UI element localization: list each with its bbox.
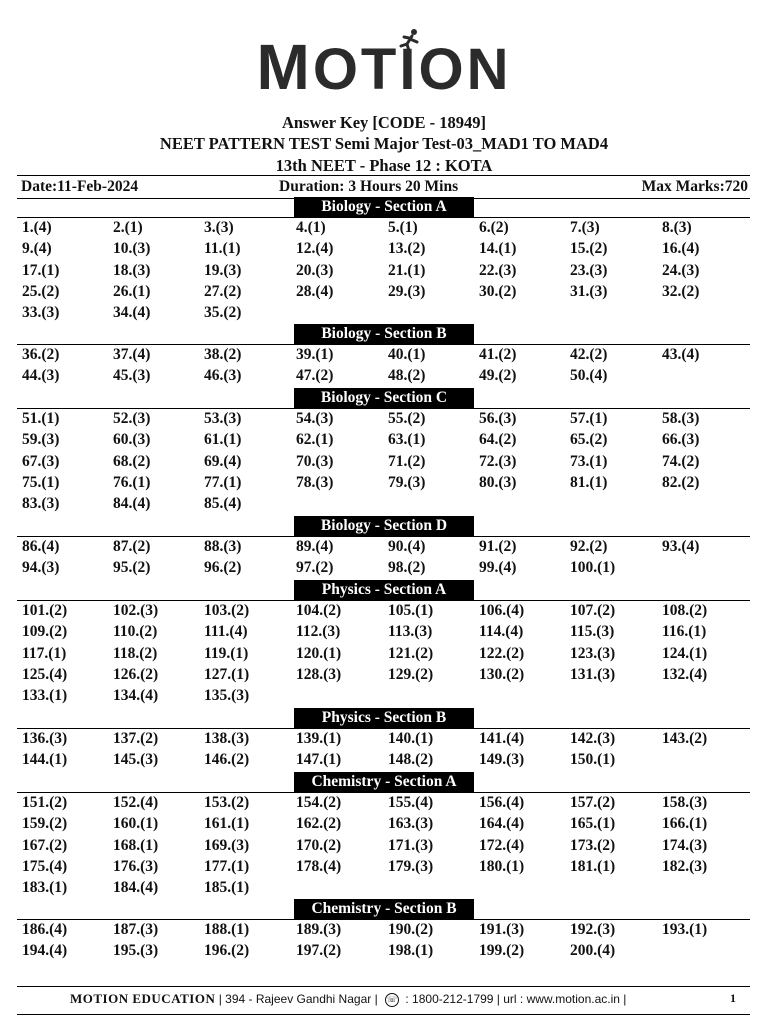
answer-item: 178.(4) <box>296 857 342 875</box>
answer-item: 76.(1) <box>113 473 151 491</box>
answer-item: 73.(1) <box>570 452 608 470</box>
answer-item: 138.(3) <box>204 730 250 747</box>
answer-item: 104.(2) <box>296 602 342 619</box>
answer-item: 79.(3) <box>388 473 426 491</box>
answer-item: 70.(3) <box>296 452 334 470</box>
answer-item: 33.(3) <box>22 304 60 322</box>
answer-item: 143.(2) <box>662 730 708 747</box>
answer-item: 129.(2) <box>388 665 434 683</box>
answer-item: 97.(2) <box>296 559 334 577</box>
section-title: Biology - Section A <box>294 197 474 217</box>
answer-item: 65.(2) <box>570 431 608 449</box>
answer-item: 161.(1) <box>204 815 250 833</box>
answer-item: 105.(1) <box>388 602 434 619</box>
answer-item: 37.(4) <box>113 346 151 363</box>
answer-item: 67.(3) <box>22 452 60 470</box>
answer-item: 159.(2) <box>22 815 68 833</box>
answer-item: 46.(3) <box>204 367 242 385</box>
answer-item: 185.(1) <box>204 879 250 897</box>
answer-item: 81.(1) <box>570 473 608 491</box>
answer-item: 160.(1) <box>113 815 159 833</box>
answer-item: 170.(2) <box>296 836 342 854</box>
answer-item: 106.(4) <box>479 602 525 619</box>
answer-item: 191.(3) <box>479 921 525 938</box>
section-title: Biology - Section D <box>294 516 474 536</box>
answer-item: 71.(2) <box>388 452 426 470</box>
answer-item: 152.(4) <box>113 794 159 811</box>
answer-item: 87.(2) <box>113 538 151 555</box>
answer-item: 15.(2) <box>570 240 608 258</box>
answer-item: 51.(1) <box>22 410 60 427</box>
answer-item: 95.(2) <box>113 559 151 577</box>
answer-item: 114.(4) <box>479 623 524 641</box>
answer-item: 27.(2) <box>204 282 242 300</box>
answer-item: 28.(4) <box>296 282 334 300</box>
answer-item: 22.(3) <box>479 261 517 279</box>
answer-item: 41.(2) <box>479 346 517 363</box>
motion-logo <box>0 31 768 103</box>
answer-item: 59.(3) <box>22 431 60 449</box>
answer-item: 113.(3) <box>388 623 433 641</box>
answer-item: 50.(4) <box>570 367 608 385</box>
answer-item: 157.(2) <box>570 794 616 811</box>
answer-item: 182.(3) <box>662 857 708 875</box>
answer-item: 197.(2) <box>296 942 342 960</box>
batch-name: 13th NEET - Phase 12 : KOTA <box>275 156 493 175</box>
answer-item: 103.(2) <box>204 602 250 619</box>
answer-item: 181.(1) <box>570 857 616 875</box>
test-duration: Duration: 3 Hours 20 Mins <box>279 178 459 195</box>
answer-item: 146.(2) <box>204 751 250 769</box>
answer-item: 91.(2) <box>479 538 517 555</box>
answer-item: 94.(3) <box>22 559 60 577</box>
answer-item: 96.(2) <box>204 559 242 577</box>
answer-item: 23.(3) <box>570 261 608 279</box>
answer-item: 80.(3) <box>479 473 517 491</box>
answer-item: 150.(1) <box>570 751 616 769</box>
answer-item: 199.(2) <box>479 942 525 960</box>
answer-item: 131.(3) <box>570 665 616 683</box>
answer-item: 147.(1) <box>296 751 342 769</box>
answer-item: 38.(2) <box>204 346 242 363</box>
answer-item: 66.(3) <box>662 431 700 449</box>
answer-item: 17.(1) <box>22 261 60 279</box>
answer-item: 60.(3) <box>113 431 151 449</box>
answer-item: 156.(4) <box>479 794 525 811</box>
answer-item: 132.(4) <box>662 665 708 683</box>
max-marks: Max Marks:720 <box>641 178 748 195</box>
test-date: Date:11-Feb-2024 <box>21 178 139 195</box>
answer-item: 183.(1) <box>22 879 68 897</box>
answer-item: 20.(3) <box>296 261 334 279</box>
answer-item: 136.(3) <box>22 730 68 747</box>
footer <box>70 990 626 1008</box>
answer-item: 144.(1) <box>22 751 68 769</box>
answer-item: 169.(3) <box>204 836 250 854</box>
answer-item: 163.(3) <box>388 815 434 833</box>
answer-item: 184.(4) <box>113 879 159 897</box>
test-name: NEET PATTERN TEST Semi Major Test-03_MAD1 TO MAD4 <box>159 134 609 153</box>
answer-item: 77.(1) <box>204 473 242 491</box>
answer-item: 109.(2) <box>22 623 68 641</box>
answer-item: 25.(2) <box>22 282 60 300</box>
answer-item: 165.(1) <box>570 815 616 833</box>
answer-item: 121.(2) <box>388 644 434 662</box>
answer-item: 111.(4) <box>204 623 248 641</box>
answer-item: 13.(2) <box>388 240 426 258</box>
answer-item: 93.(4) <box>662 538 700 555</box>
answer-item: 127.(1) <box>204 665 250 683</box>
section-title: Biology - Section B <box>294 324 474 344</box>
answer-item: 16.(4) <box>662 240 700 258</box>
phone-icon: ☏ <box>385 993 399 1007</box>
answer-item: 53.(3) <box>204 410 242 427</box>
answer-item: 7.(3) <box>570 219 600 236</box>
answer-item: 124.(1) <box>662 644 708 662</box>
answer-item: 98.(2) <box>388 559 426 577</box>
runner-icon <box>395 28 421 58</box>
answer-item: 130.(2) <box>479 665 525 683</box>
answer-item: 123.(3) <box>570 644 616 662</box>
answer-key-title: Answer Key [CODE - 18949] <box>281 113 487 132</box>
answer-item: 55.(2) <box>388 410 426 427</box>
answer-item: 36.(2) <box>22 346 60 363</box>
answer-item: 3.(3) <box>204 219 234 236</box>
answer-item: 164.(4) <box>479 815 525 833</box>
answer-item: 30.(2) <box>479 282 517 300</box>
answer-item: 126.(2) <box>113 665 159 683</box>
answer-item: 180.(1) <box>479 857 525 875</box>
answer-item: 128.(3) <box>296 665 342 683</box>
answer-item: 69.(4) <box>204 452 242 470</box>
answer-item: 153.(2) <box>204 794 250 811</box>
answer-item: 74.(2) <box>662 452 700 470</box>
answer-item: 118.(2) <box>113 644 158 662</box>
info-bar <box>17 175 750 199</box>
answer-item: 47.(2) <box>296 367 334 385</box>
answer-item: 1.(4) <box>22 219 52 236</box>
answer-item: 57.(1) <box>570 410 608 427</box>
answer-item: 92.(2) <box>570 538 608 555</box>
answer-item: 158.(3) <box>662 794 708 811</box>
answer-item: 83.(3) <box>22 495 60 513</box>
answer-item: 102.(3) <box>113 602 159 619</box>
answer-item: 10.(3) <box>113 240 151 258</box>
answer-item: 167.(2) <box>22 836 68 854</box>
answer-item: 39.(1) <box>296 346 334 363</box>
answer-item: 68.(2) <box>113 452 151 470</box>
answer-item: 26.(1) <box>113 282 151 300</box>
answer-item: 2.(1) <box>113 219 143 236</box>
answer-item: 117.(1) <box>22 644 67 662</box>
answer-item: 116.(1) <box>662 623 707 641</box>
answer-item: 188.(1) <box>204 921 250 938</box>
answer-item: 137.(2) <box>113 730 159 747</box>
answer-item: 154.(2) <box>296 794 342 811</box>
answer-item: 100.(1) <box>570 559 616 577</box>
answer-item: 120.(1) <box>296 644 342 662</box>
answer-item: 107.(2) <box>570 602 616 619</box>
answer-item: 85.(4) <box>204 495 242 513</box>
answer-item: 194.(4) <box>22 942 68 960</box>
answer-item: 115.(3) <box>570 623 615 641</box>
answer-item: 43.(4) <box>662 346 700 363</box>
answer-item: 200.(4) <box>570 942 616 960</box>
answer-item: 18.(3) <box>113 261 151 279</box>
answer-item: 134.(4) <box>113 687 159 705</box>
answer-item: 31.(3) <box>570 282 608 300</box>
answer-item: 9.(4) <box>22 240 52 258</box>
answer-item: 145.(3) <box>113 751 159 769</box>
answer-item: 58.(3) <box>662 410 700 427</box>
answer-item: 162.(2) <box>296 815 342 833</box>
answer-item: 12.(4) <box>296 240 334 258</box>
logo-text: MOTION <box>257 36 512 101</box>
answer-item: 44.(3) <box>22 367 60 385</box>
answer-item: 187.(3) <box>113 921 159 938</box>
answer-item: 52.(3) <box>113 410 151 427</box>
section-title: Physics - Section A <box>294 580 474 600</box>
section-title: Chemistry - Section B <box>294 899 474 919</box>
answer-item: 171.(3) <box>388 836 434 854</box>
answer-item: 155.(4) <box>388 794 434 811</box>
section-title: Physics - Section B <box>294 708 474 728</box>
answer-item: 75.(1) <box>22 473 60 491</box>
answer-item: 21.(1) <box>388 261 426 279</box>
answer-item: 176.(3) <box>113 857 159 875</box>
answer-item: 149.(3) <box>479 751 525 769</box>
answer-item: 101.(2) <box>22 602 68 619</box>
answer-item: 86.(4) <box>22 538 60 555</box>
answer-item: 196.(2) <box>204 942 250 960</box>
section-title: Biology - Section C <box>294 388 474 408</box>
answer-item: 48.(2) <box>388 367 426 385</box>
answer-item: 112.(3) <box>296 623 341 641</box>
answer-item: 6.(2) <box>479 219 509 236</box>
answer-item: 125.(4) <box>22 665 68 683</box>
answer-item: 88.(3) <box>204 538 242 555</box>
answer-item: 62.(1) <box>296 431 334 449</box>
answer-item: 8.(3) <box>662 219 692 236</box>
answer-item: 108.(2) <box>662 602 708 619</box>
answer-item: 5.(1) <box>388 219 418 236</box>
answer-item: 148.(2) <box>388 751 434 769</box>
answer-item: 190.(2) <box>388 921 434 938</box>
answer-item: 29.(3) <box>388 282 426 300</box>
answer-item: 89.(4) <box>296 538 334 555</box>
answer-item: 14.(1) <box>479 240 517 258</box>
answer-item: 54.(3) <box>296 410 334 427</box>
answer-item: 110.(2) <box>113 623 158 641</box>
answer-item: 32.(2) <box>662 282 700 300</box>
answer-item: 122.(2) <box>479 644 525 662</box>
answer-item: 173.(2) <box>570 836 616 854</box>
answer-item: 11.(1) <box>204 240 241 258</box>
answer-item: 139.(1) <box>296 730 342 747</box>
answer-item: 151.(2) <box>22 794 68 811</box>
answer-item: 175.(4) <box>22 857 68 875</box>
answer-item: 179.(3) <box>388 857 434 875</box>
answer-item: 19.(3) <box>204 261 242 279</box>
page-number: 1 <box>730 991 736 1005</box>
footer-address: | 394 - Rajeev Gandhi Nagar | <box>218 992 378 1006</box>
answer-item: 133.(1) <box>22 687 68 705</box>
answer-item: 4.(1) <box>296 219 326 236</box>
answer-item: 78.(3) <box>296 473 334 491</box>
answer-item: 140.(1) <box>388 730 434 747</box>
answer-item: 84.(4) <box>113 495 151 513</box>
answer-item: 24.(3) <box>662 261 700 279</box>
answer-item: 72.(3) <box>479 452 517 470</box>
answer-item: 174.(3) <box>662 836 708 854</box>
answer-item: 82.(2) <box>662 473 700 491</box>
answer-item: 172.(4) <box>479 836 525 854</box>
answer-item: 56.(3) <box>479 410 517 427</box>
answer-item: 135.(3) <box>204 687 250 705</box>
answer-item: 198.(1) <box>388 942 434 960</box>
answer-item: 142.(3) <box>570 730 616 747</box>
answer-item: 166.(1) <box>662 815 708 833</box>
answer-item: 42.(2) <box>570 346 608 363</box>
answer-item: 34.(4) <box>113 304 151 322</box>
answer-item: 64.(2) <box>479 431 517 449</box>
footer-brand: MOTION EDUCATION <box>70 991 216 1006</box>
footer-contact: : 1800-212-1799 | url : www.motion.ac.in | <box>405 992 627 1006</box>
answer-item: 141.(4) <box>479 730 525 747</box>
answer-item: 119.(1) <box>204 644 249 662</box>
answer-item: 168.(1) <box>113 836 159 854</box>
answer-item: 193.(1) <box>662 921 708 938</box>
answer-item: 189.(3) <box>296 921 342 938</box>
answer-item: 45.(3) <box>113 367 151 385</box>
answer-item: 49.(2) <box>479 367 517 385</box>
answer-item: 195.(3) <box>113 942 159 960</box>
answer-item: 63.(1) <box>388 431 426 449</box>
answer-item: 186.(4) <box>22 921 68 938</box>
footer-divider-top <box>17 986 750 987</box>
answer-item: 192.(3) <box>570 921 616 938</box>
answer-item: 35.(2) <box>204 304 242 322</box>
answer-item: 61.(1) <box>204 431 242 449</box>
answer-item: 99.(4) <box>479 559 517 577</box>
answer-item: 40.(1) <box>388 346 426 363</box>
answer-item: 90.(4) <box>388 538 426 555</box>
answer-item: 177.(1) <box>204 857 250 875</box>
section-title: Chemistry - Section A <box>294 772 474 792</box>
footer-divider-bottom <box>17 1014 750 1015</box>
